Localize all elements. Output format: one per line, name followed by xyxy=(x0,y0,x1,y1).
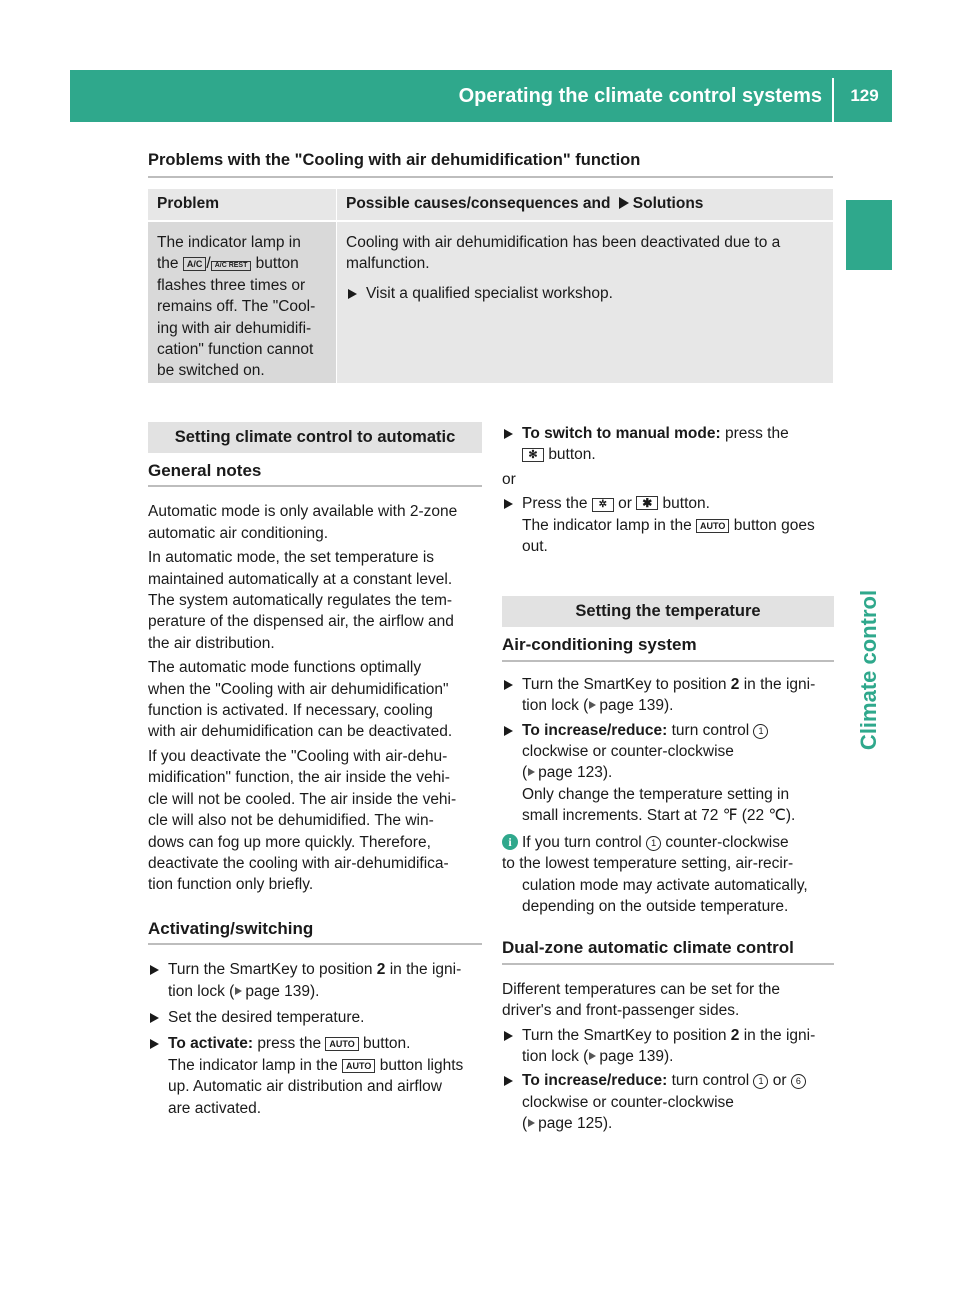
page-title: Operating the climate control systems xyxy=(458,85,822,107)
right-column xyxy=(502,423,834,1135)
heading-rule xyxy=(502,963,834,965)
heading-rule xyxy=(502,660,834,662)
step-arrow-icon xyxy=(504,1076,513,1086)
header-causes-prefix: Possible causes/consequences and xyxy=(346,195,611,212)
ac-system-heading: Air-conditioning system xyxy=(502,635,697,655)
step-arrow-icon xyxy=(150,1039,159,1049)
table-cell-causes xyxy=(337,222,833,383)
general-para-1: Automatic mode is only available with 2-zone automatic air conditioning. xyxy=(148,503,458,542)
dual-zone-para: Different temperatures can be set for the driver's and front-passenger sides. xyxy=(502,980,781,1020)
section-heading: Setting climate control to automatic xyxy=(148,422,482,453)
header-band xyxy=(70,70,892,122)
page-ref-icon xyxy=(589,701,596,709)
chapter-label: Climate control xyxy=(856,589,881,751)
step-arrow-icon xyxy=(150,965,159,975)
problem-line: The indicator lamp in xyxy=(157,234,301,251)
step-arrow-icon xyxy=(504,499,513,509)
problem-line: flashes three times or xyxy=(157,276,306,294)
problem-line: cation" function cannot xyxy=(157,341,314,359)
activate-step-2: Set the desired temperature. xyxy=(148,1007,482,1028)
info-note: i If you turn control 1 counter-clockwise to the lowest temperature setting, air-recir- culation mode may activate automatically, depending on the outside temperature. xyxy=(502,833,808,915)
dual-step-1: Turn the SmartKey to position 2 in the igni- tion lock ( page 139). xyxy=(502,1025,834,1068)
problem-line: ing with air dehumidifi- xyxy=(157,319,312,337)
dual-zone-heading: Dual-zone automatic climate control xyxy=(502,938,794,958)
ac-step-1: Turn the SmartKey to position 2 in the igni- tion lock ( page 139). xyxy=(502,674,834,717)
general-para-3: The automatic mode functions optimally when the "Cooling with air dehumidification" function is activated. If necessary, cooling with air dehumidification can be deactivated. xyxy=(148,659,453,741)
manual-mode-step: To switch to manual mode: press the ✻ button. xyxy=(502,423,834,466)
info-icon: i xyxy=(502,834,518,850)
header-problem-label: Problem xyxy=(157,195,220,212)
step-arrow-icon xyxy=(504,429,513,439)
page-ref-icon xyxy=(528,768,535,776)
control-6-icon: 6 xyxy=(791,1074,806,1089)
solution-step: Visit a qualified specialist workshop. xyxy=(346,283,825,304)
heading-rule xyxy=(148,485,482,487)
control-1-icon: 1 xyxy=(753,1074,768,1089)
header-divider xyxy=(832,78,834,122)
activate-step-1: Turn the SmartKey to position 2 in the igni- tion lock ( page 139). xyxy=(148,959,482,1002)
page-ref-icon xyxy=(589,1052,596,1060)
ac-step-2: To increase/reduce: turn control 1 clockwise or counter-clockwise ( page 123). Only change the temperature setting in small increments. Start at 72 ℉ (22 ℃). xyxy=(502,720,834,827)
cause-line: malfunction. xyxy=(346,255,430,273)
general-notes-heading: General notes xyxy=(148,461,262,480)
general-para-4: If you deactivate the "Cooling with air-dehu- midification" function, the air inside the vehi- cle will not be cooled. The air inside the vehi- cle will also not be dehumidified. The win- dows can fog up more quickly. Therefore, deactivate the cooling with air-dehumidifica- tion function only briefly. xyxy=(148,747,457,894)
activate-step-3: To activate: press the AUTO button. The indicator lamp in the AUTO button lights up. Automatic air distribution and airflow are activated. xyxy=(148,1033,482,1119)
header-causes-label xyxy=(346,195,703,213)
problem-line: the A/C / A/C REST button xyxy=(157,255,299,273)
step-arrow-icon xyxy=(504,726,513,736)
dual-step-2: To increase/reduce: turn control 1 or 6 clockwise or counter-clockwise ( page 125). xyxy=(502,1070,834,1134)
or-label: or xyxy=(502,470,516,488)
problem-line: be switched on. xyxy=(157,362,265,380)
page-ref-icon xyxy=(235,987,242,995)
page-number: 129 xyxy=(850,86,879,105)
control-1-icon: 1 xyxy=(753,724,768,739)
table-header-problem xyxy=(148,189,336,220)
step-arrow-icon xyxy=(348,289,357,299)
auto-button-icon: AUTO xyxy=(696,519,729,533)
activating-heading: Activating/switching xyxy=(148,918,314,938)
heading-rule xyxy=(148,943,482,945)
table-title: Problems with the "Cooling with air dehumidification" function xyxy=(148,151,641,169)
table-header-causes xyxy=(337,189,833,220)
press-fan-step: Press the ✲ or ✱ button. The indicator lamp in the AUTO button goes out. xyxy=(502,493,834,557)
step-arrow-icon xyxy=(504,1031,513,1041)
table-cell-problem xyxy=(148,222,336,383)
header-causes-suffix: Solutions xyxy=(632,195,704,212)
fan-low-button-icon: ✲ xyxy=(592,498,614,512)
ac-rest-button-icon: A/C REST xyxy=(211,261,252,271)
fan-high-button-icon: ✱ xyxy=(636,496,658,510)
page-ref-icon xyxy=(528,1119,535,1127)
temperature-heading: Setting the temperature xyxy=(502,596,834,627)
arrow-icon xyxy=(619,197,629,209)
auto-button-icon: AUTO xyxy=(325,1037,358,1051)
control-1-icon: 1 xyxy=(646,836,661,851)
problem-line: remains off. The "Cool- xyxy=(157,298,316,316)
cause-line: Cooling with air dehumidification has been deactivated due to a xyxy=(346,234,781,251)
chapter-tab-marker xyxy=(846,200,892,270)
step-arrow-icon xyxy=(504,680,513,690)
left-column xyxy=(148,422,482,1119)
table-rule xyxy=(148,176,833,178)
general-para-2: In automatic mode, the set temperature is maintained automatically at a constant level. The system automatically regulates the tem- perature of the dispensed air, the airflow and the air distribution. xyxy=(148,549,454,652)
ac-button-icon: A/C xyxy=(183,257,207,271)
fan-button-icon: ✻ xyxy=(522,448,544,462)
auto-button-icon: AUTO xyxy=(342,1059,375,1073)
step-arrow-icon xyxy=(150,1013,159,1023)
